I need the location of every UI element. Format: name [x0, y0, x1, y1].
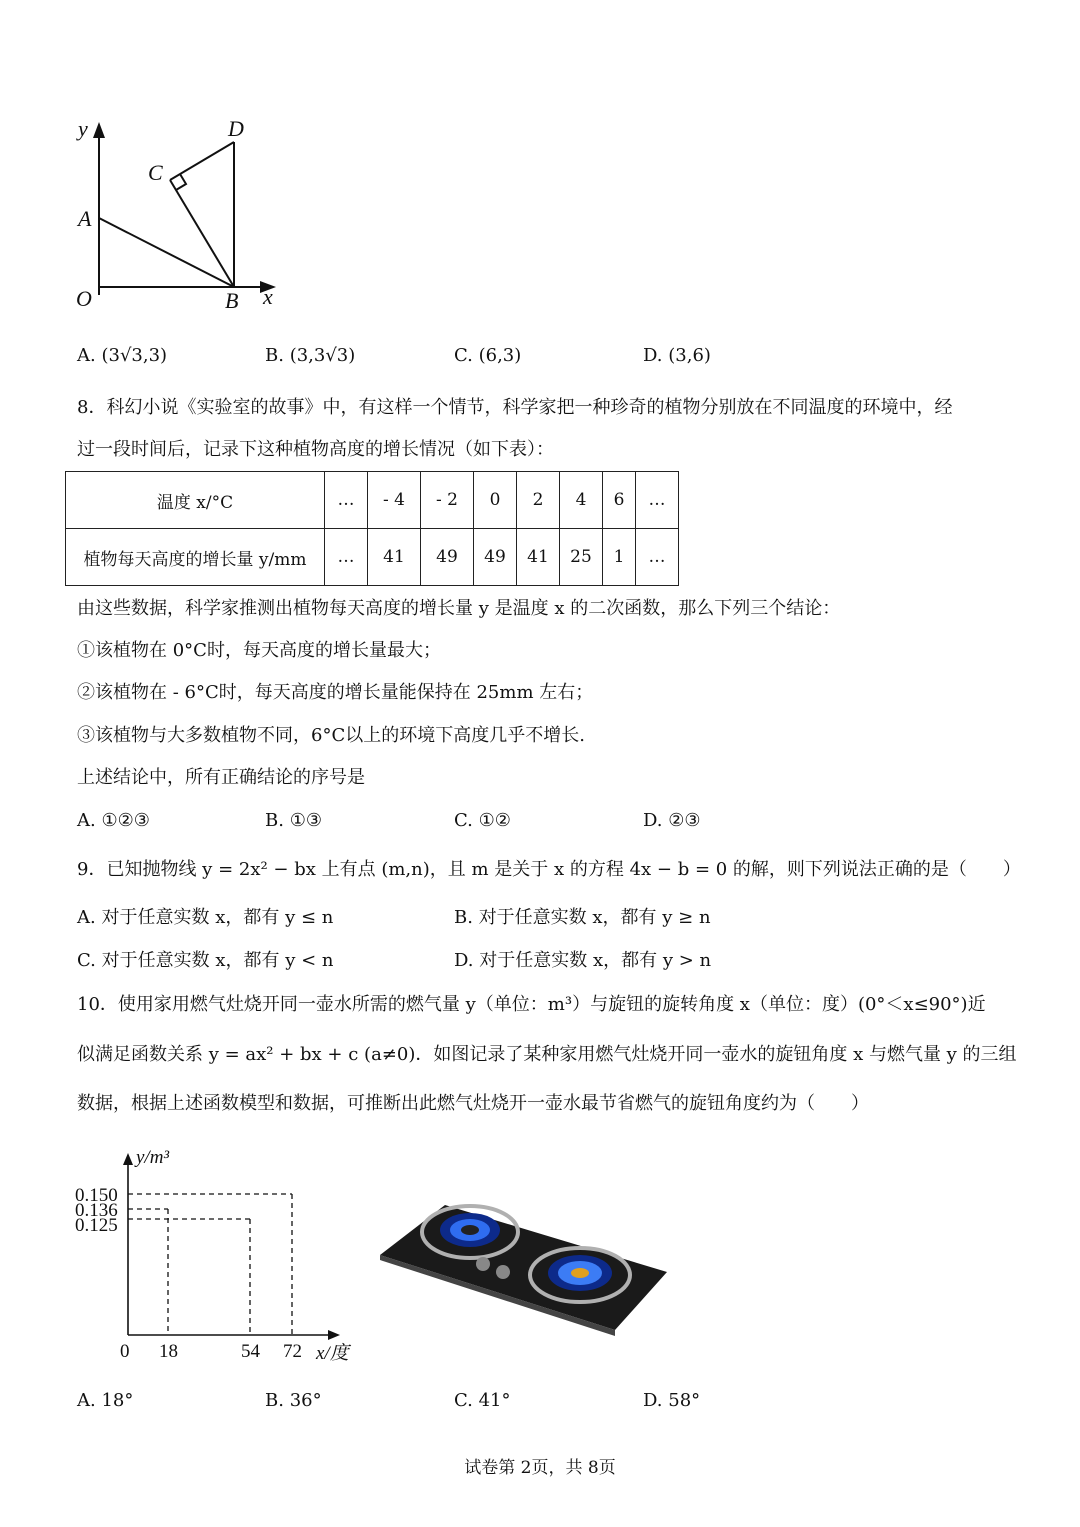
option-letter: D.	[643, 345, 663, 366]
q10-line3: 数据，根据上述函数模型和数据，可推断出此燃气灶烧开一壶水最节省燃气的旋钮角度约为（ ）	[77, 1093, 869, 1114]
option-text: ①②	[478, 810, 511, 831]
option-letter: B.	[265, 345, 284, 366]
q8-stem-line1: 8．科幻小说《实验室的故事》中，有这样一个情节，科学家把一种珍奇的植物分别放在不同温度的环境中，经	[77, 397, 953, 418]
option-text: 对于任意实数 x，都有 y > n	[479, 950, 712, 971]
table-cell: - 4	[368, 472, 421, 529]
option-text: 对于任意实数 x，都有 y < n	[101, 950, 334, 971]
q8-option-d[interactable]	[643, 809, 701, 833]
option-letter: D.	[454, 950, 474, 971]
option-text: (3√3,3)	[101, 345, 168, 366]
table-header-cell: 植物每天高度的增长量 y/mm	[66, 529, 325, 586]
q10-line2: 似满足函数关系 y = ax² + bx + c (a≠0)．如图记录了某种家用燃气灶烧开同一壶水的旋钮角度 x 与燃气量 y 的三组	[77, 1044, 1017, 1065]
option-text: (3,3√3)	[289, 345, 356, 366]
option-letter: B.	[265, 810, 284, 831]
page-footer: 试卷第 2页，共 8页	[464, 1458, 616, 1478]
option-letter: C.	[454, 810, 473, 831]
table-cell: 1	[603, 529, 636, 586]
q8-option-a[interactable]	[77, 809, 150, 833]
table-cell: …	[636, 472, 679, 529]
option-letter: A.	[77, 1390, 96, 1411]
label-B: B	[225, 288, 239, 313]
option-letter: B.	[454, 907, 473, 928]
table-cell: …	[636, 529, 679, 586]
table-cell: 41	[517, 529, 560, 586]
option-text: 41°	[478, 1390, 511, 1411]
option-text: 58°	[668, 1390, 701, 1411]
y-tick-label: 0.150	[75, 1185, 118, 1206]
option-letter: C.	[454, 345, 473, 366]
q10-option-b[interactable]	[265, 1389, 322, 1413]
q9-option-d[interactable]	[454, 949, 711, 973]
q8-conclusion-1: ①该植物在 0°C时，每天高度的增长量最大；	[77, 640, 441, 661]
table-cell: 6	[603, 472, 636, 529]
table-cell: 25	[560, 529, 603, 586]
option-text: (6,3)	[478, 345, 522, 366]
option-letter: C.	[454, 1390, 473, 1411]
q8-option-b[interactable]	[265, 809, 322, 833]
y-axis-label: y/m³	[136, 1147, 170, 1168]
x-tick-label: 54	[241, 1341, 260, 1362]
q9-option-c[interactable]	[77, 949, 333, 973]
table-cell: 4	[560, 472, 603, 529]
x-tick-label: 18	[159, 1341, 178, 1362]
table-cell: 49	[421, 529, 474, 586]
q10-option-d[interactable]	[643, 1389, 700, 1413]
table-cell: - 2	[421, 472, 474, 529]
option-letter: A.	[77, 907, 96, 928]
option-letter: C.	[77, 950, 96, 971]
q7-option-c[interactable]	[454, 344, 521, 368]
q10-option-a[interactable]	[77, 1389, 133, 1413]
option-letter: A.	[77, 810, 96, 831]
knob-right	[496, 1265, 510, 1279]
label-C: C	[148, 160, 163, 185]
table-cell: 2	[517, 472, 560, 529]
q8-ask: 上述结论中，所有正确结论的序号是	[77, 767, 365, 788]
x-axis-label: x/度	[316, 1343, 349, 1364]
y-tick-label: 0.136	[75, 1200, 118, 1221]
option-text: 对于任意实数 x，都有 y ≥ n	[478, 907, 711, 928]
q10-graph	[70, 1145, 370, 1370]
option-letter: A.	[77, 345, 96, 366]
q8-data-table	[65, 471, 679, 586]
q9-option-a[interactable]	[77, 906, 333, 930]
x-tick-label: 72	[283, 1341, 302, 1362]
table-cell: …	[325, 472, 368, 529]
q9-stem: 9．已知抛物线 y = 2x² − bx 上有点 (m,n)，且 m 是关于 x 的方程 4x − b = 0 的解，则下列说法正确的是（ ）	[77, 859, 1021, 880]
q7-option-d[interactable]	[643, 344, 711, 368]
option-text: 对于任意实数 x，都有 y ≤ n	[101, 907, 334, 928]
label-y: y	[78, 116, 88, 141]
q8-stem-line2: 过一段时间后，记录下这种植物高度的增长情况（如下表）：	[77, 439, 554, 460]
label-x: x	[263, 284, 273, 309]
option-text: ①②③	[101, 810, 150, 831]
table-cell: 49	[474, 529, 517, 586]
q9-option-b[interactable]	[454, 906, 711, 930]
q7-option-a[interactable]	[77, 344, 167, 368]
table-cell: 0	[474, 472, 517, 529]
option-letter: B.	[265, 1390, 284, 1411]
label-O: O	[76, 286, 92, 311]
q8-option-c[interactable]	[454, 809, 511, 833]
option-text: ①③	[289, 810, 322, 831]
option-text: 36°	[289, 1390, 322, 1411]
x-tick-label: 0	[120, 1341, 130, 1362]
geometry-figure-q7	[60, 110, 300, 325]
option-letter: D.	[643, 1390, 663, 1411]
option-text: ②③	[668, 810, 701, 831]
label-D: D	[228, 116, 244, 141]
q10-option-c[interactable]	[454, 1389, 511, 1413]
gas-stove-image	[375, 1180, 667, 1340]
table-row	[66, 529, 679, 586]
q7-option-b[interactable]	[265, 344, 355, 368]
q10-line1: 10．使用家用燃气灶烧开同一壶水所需的燃气量 y（单位：m³）与旋钮的旋转角度 x（单位：度）(0°＜x≤90°)近	[77, 994, 986, 1015]
q8-conclusion-3: ③该植物与大多数植物不同，6°C以上的环境下高度几乎不增长.	[77, 725, 585, 746]
option-letter: D.	[643, 810, 663, 831]
q8-conclusion-2: ②该植物在 - 6°C时，每天高度的增长量能保持在 25mm 左右；	[77, 682, 594, 703]
option-text: (3,6)	[668, 345, 711, 366]
y-tick-label: 0.125	[75, 1215, 118, 1236]
label-A: A	[78, 206, 92, 231]
table-cell: …	[325, 529, 368, 586]
table-header-cell: 温度 x/°C	[66, 472, 325, 529]
option-text: 18°	[101, 1390, 134, 1411]
knob-left	[476, 1257, 490, 1271]
table-row	[66, 472, 679, 529]
table-cell: 41	[368, 529, 421, 586]
q8-text1: 由这些数据，科学家推测出植物每天高度的增长量 y 是温度 x 的二次函数，那么下列三个结论：	[77, 598, 841, 619]
